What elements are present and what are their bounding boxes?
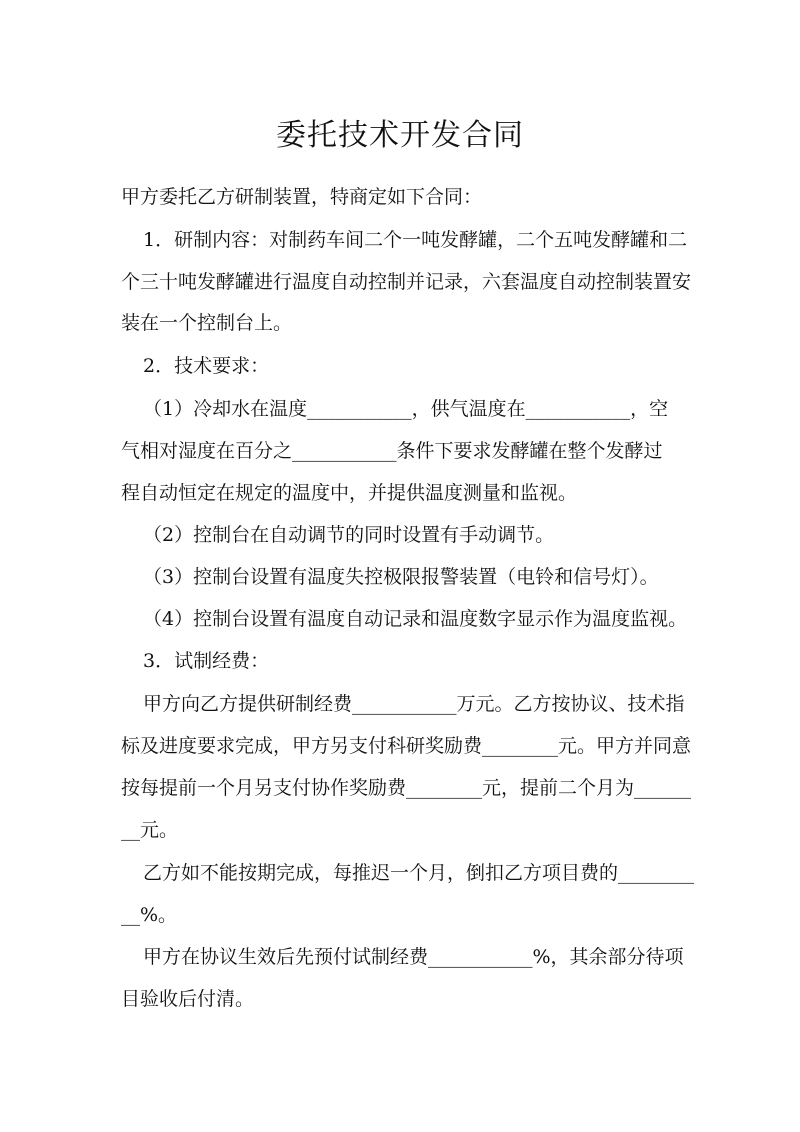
paragraph-line: 甲方在协议生效后先预付试制经费___________%，其余部分待项 — [143, 946, 684, 968]
paragraph-line: 甲方向乙方提供研制经费___________万元。乙方按协议、技术指 — [143, 693, 685, 715]
paragraph-line: 程自动恒定在规定的温度中，并提供温度测量和监视。 — [121, 482, 578, 504]
paragraph-line: 1．研制内容：对制药车间二个一吨发酵罐，二个五吨发酵罐和二 — [143, 229, 688, 251]
paragraph-line: （1）冷却水在温度___________，供气温度在___________，空 — [143, 398, 669, 420]
paragraph-line: 2．技术要求： — [143, 355, 270, 377]
paragraph-line: （3）控制台设置有温度失控极限报警装置（电铃和信号灯）。 — [143, 566, 659, 588]
paragraph-line: 3．试制经费： — [143, 650, 270, 672]
paragraph-line: 乙方如不能按期完成，每推迟一个月，倒扣乙方项目费的________ — [143, 862, 695, 884]
paragraph-line: __元。 — [121, 819, 179, 841]
paragraph-line: 按每提前一个月另支付协作奖励费________元，提前二个月为______ — [121, 777, 692, 799]
paragraph-line: 标及进度要求完成，甲方另支付科研奖励费________元。甲方并同意 — [121, 735, 692, 757]
paragraph-line: 目验收后付清。 — [121, 988, 255, 1010]
paragraph-line: （2）控制台在自动调节的同时设置有手动调节。 — [143, 524, 555, 546]
paragraph-line: 个三十吨发酵罐进行温度自动控制并记录，六套温度自动控制装置安 — [121, 271, 692, 293]
paragraph-line: __%。 — [121, 904, 178, 926]
document-title: 委托技术开发合同 — [276, 118, 524, 153]
paragraph-line: （4）控制台设置有温度自动记录和温度数字显示作为温度监视。 — [143, 608, 688, 630]
paragraph-line: 甲方委托乙方研制装置，特商定如下合同： — [121, 186, 483, 208]
paragraph-line: 装在一个控制台上。 — [121, 312, 293, 334]
paragraph-line: 气相对湿度在百分之___________条件下要求发酵罐在整个发酵过 — [121, 440, 663, 462]
